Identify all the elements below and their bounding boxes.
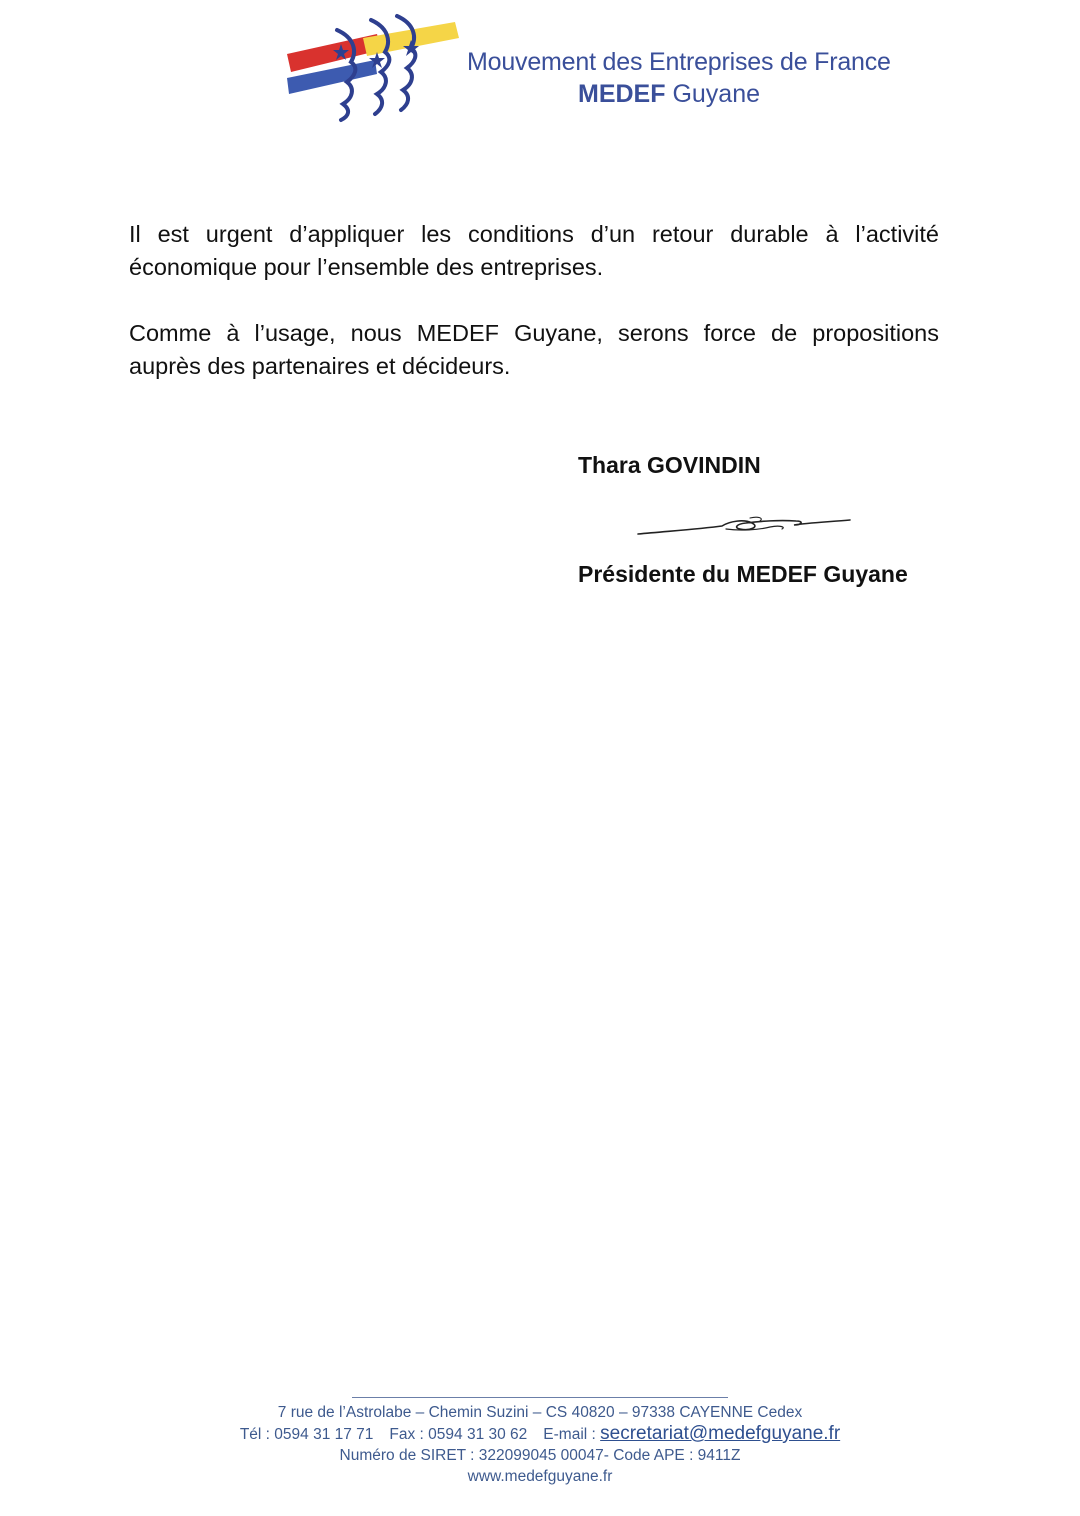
footer-website[interactable]: www.medefguyane.fr	[467, 1468, 613, 1485]
medef-logo-icon	[285, 12, 465, 124]
footer-siret: Numéro de SIRET : 322099045 00047- Code APE : 9411Z	[339, 1447, 741, 1464]
footer-email-link[interactable]: secretariat@medefguyane.fr	[600, 1423, 841, 1444]
handwritten-signature	[630, 507, 860, 541]
footer-tel: Tél : 0594 31 17 71	[239, 1426, 374, 1443]
footer-address: 7 rue de l’Astrolabe – Chemin Suzini – CS 40820 – 97338 CAYENNE Cedex	[277, 1404, 803, 1421]
footer-email-label: E-mail :	[543, 1426, 601, 1443]
footer	[0, 1402, 1080, 1487]
organization-branch-bold: MEDEF	[578, 80, 666, 108]
footer-contact	[0, 1423, 1080, 1445]
signer-title: Présidente du MEDEF Guyane	[578, 561, 908, 587]
body-paragraph-1: Il est urgent d’appliquer les conditions d’un retour durable à l’activité économique pour l’ensemble des entreprises.	[129, 221, 939, 280]
organization-name: Mouvement des Entreprises de France	[467, 48, 891, 76]
organization-branch-rest: Guyane	[665, 80, 761, 108]
footer-fax: Fax : 0594 31 30 62	[389, 1426, 528, 1443]
letterhead	[285, 12, 895, 127]
footer-divider	[352, 1397, 728, 1398]
organization-branch	[578, 80, 760, 109]
body-paragraph-2: Comme à l’usage, nous MEDEF Guyane, serons force de propositions auprès des partenaires et décideurs.	[129, 320, 939, 379]
signer-name: Thara GOVINDIN	[578, 452, 761, 478]
